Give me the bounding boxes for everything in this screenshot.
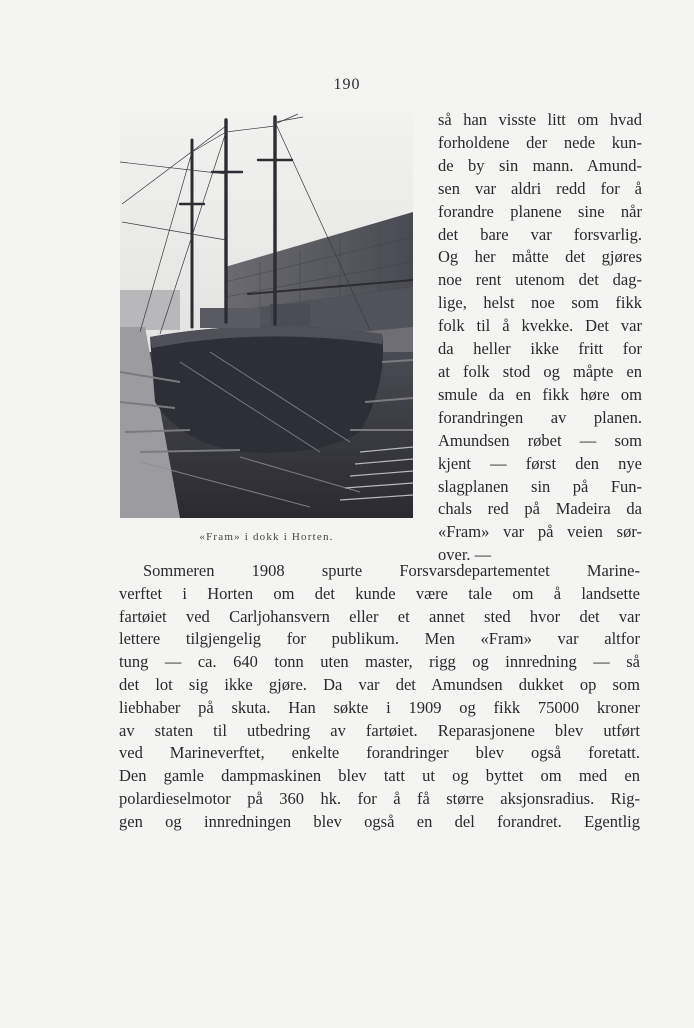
- text-line: forandre planene sine når: [438, 201, 642, 221]
- text-line: av staten til utbedring av fartøiet. Reparasjonene blev utført: [119, 720, 640, 740]
- main-paragraph: [119, 560, 640, 834]
- text-line: de by sin mann. Amund-: [438, 155, 642, 175]
- text-line: lige, helst noe som fikk: [438, 293, 642, 313]
- page-number: 190: [333, 76, 361, 93]
- text-line: folk til å kvekke. Det var: [438, 316, 642, 336]
- text-line: ved Marineverftet, enkelte forandringer blev også foretatt.: [119, 743, 640, 763]
- figure-caption: «Fram» i dokk i Horten.: [199, 531, 334, 543]
- text-line: at folk stod og måpte en: [438, 361, 642, 381]
- side-column-text: [438, 109, 642, 567]
- text-line: Den gamle dampmaskinen blev tatt ut og byttet om med en: [119, 766, 640, 786]
- text-line: slagplanen sin på Fun-: [438, 476, 642, 496]
- text-line: polardieselmotor på 360 hk. for å få større aksjonsradius. Rig-: [119, 788, 640, 808]
- text-line: det lot sig ikke gjøre. Da var det Amundsen dukket op som: [119, 674, 640, 694]
- text-line: Og her måtte det gjøres: [438, 247, 642, 267]
- text-line: verftet i Horten om det kunde være tale om å landsette: [119, 583, 640, 603]
- text-line: så han visste litt om hvad: [438, 110, 642, 129]
- text-line: lettere tilgjengelig for publikum. Men «Fram» var altfor: [119, 629, 640, 649]
- text-line: det bare var forsvarlig.: [438, 224, 642, 244]
- text-line: over. —: [438, 545, 492, 565]
- text-line: fartøiet ved Carljohansvern eller et annet sted hvor det var: [119, 606, 640, 626]
- text-line: chals red på Madeira da: [438, 499, 642, 519]
- text-line: liebhaber på skuta. Han søkte i 1909 og fikk 75000 kroner: [119, 697, 640, 717]
- text-line: smule da en fikk høre om: [438, 384, 642, 404]
- text-line: forholdene der nede kun-: [438, 132, 642, 152]
- text-line: noe rent utenom det dag-: [438, 270, 642, 290]
- text-line: Amundsen røbet — som: [438, 430, 642, 450]
- text-line: kjent — først den nye: [438, 453, 642, 473]
- text-line: «Fram» var på veien sør-: [438, 522, 642, 542]
- text-line: sen var aldri redd for å: [438, 178, 642, 198]
- text-line: da heller ikke fritt for: [438, 339, 642, 359]
- ship-photograph: [120, 112, 413, 518]
- text-line: gen og innredningen blev også en del forandret. Egentlig: [119, 811, 640, 831]
- text-line: Sommeren 1908 spurte Forsvarsdepartementet Marine-: [143, 561, 640, 580]
- text-line: forandringen av planen.: [438, 407, 642, 427]
- text-line: tung — ca. 640 tonn uten master, rigg og innredning — så: [119, 652, 640, 672]
